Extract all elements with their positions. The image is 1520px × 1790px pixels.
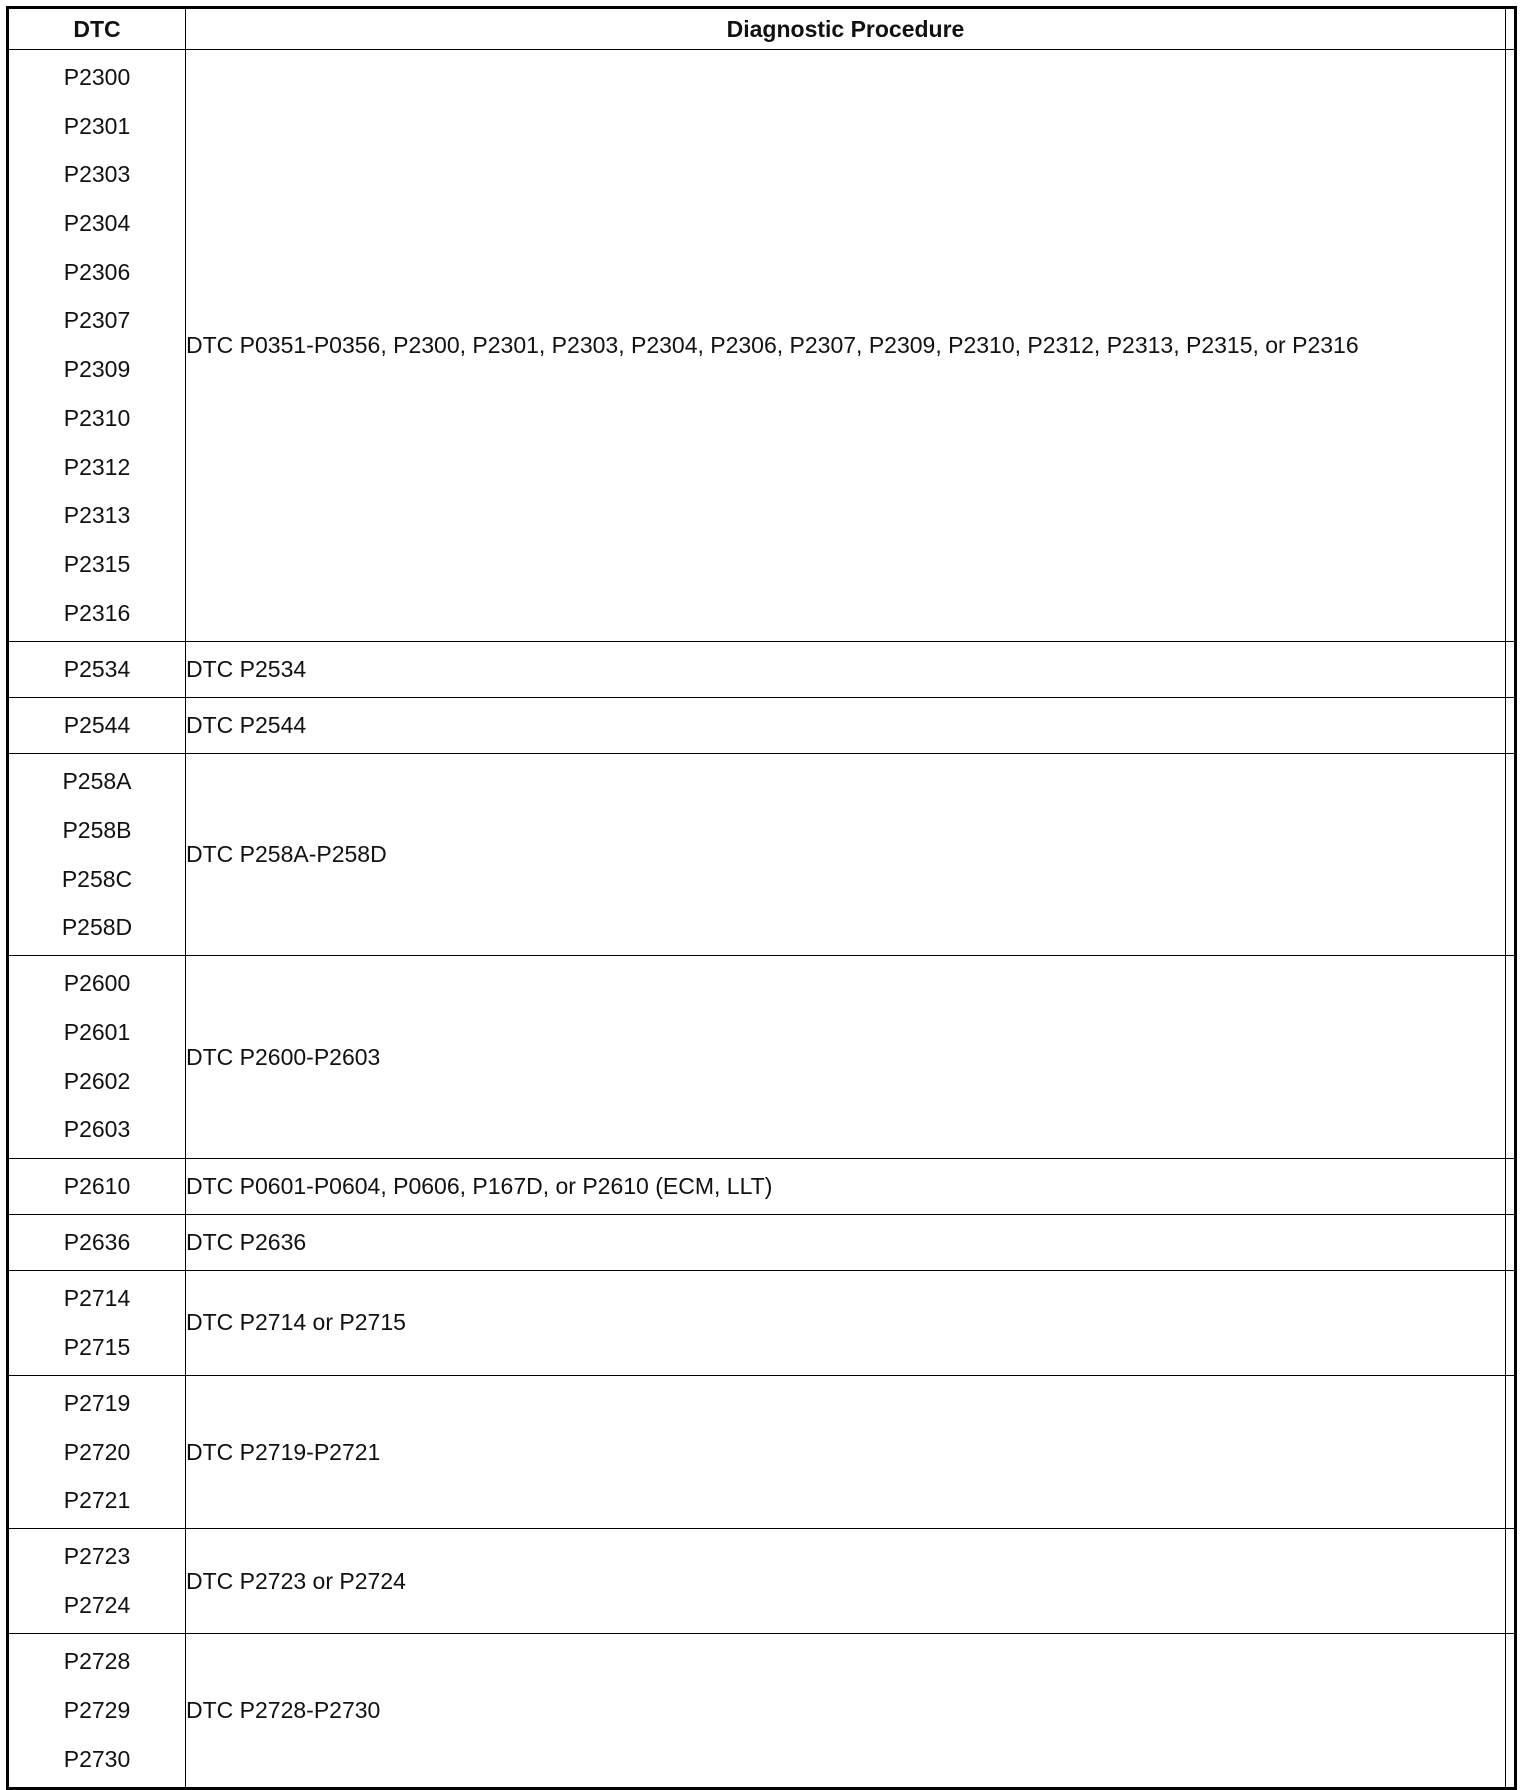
table-row [8,697,1516,753]
table-row [8,956,1516,1158]
dtc-code: P2310 [63,404,131,431]
dtc-code: P2723 [63,1543,131,1570]
table-row [8,1375,1516,1529]
table-edge-cell [1506,1634,1516,1789]
diagnostic-procedure-cell: DTC P2728-P2730 [186,1634,1506,1789]
dtc-codes-cell [8,1634,186,1789]
dtc-codes-cell [8,1375,186,1529]
dtc-codes-cell [8,50,186,642]
table-edge-cell [1506,956,1516,1158]
table-edge-cell [1506,1158,1516,1214]
dtc-code: P258C [61,865,133,892]
diagnostic-procedure-cell: DTC P2600-P2603 [186,956,1506,1158]
dtc-code: P2728 [63,1648,131,1675]
table-edge-cell [1506,697,1516,753]
dtc-code: P2316 [63,599,131,626]
procedure-column-header: Diagnostic Procedure [186,8,1506,50]
table-row [8,1158,1516,1214]
dtc-code: P258A [62,768,132,795]
dtc-code: P2534 [63,655,131,682]
table-edge-cell [1506,1375,1516,1529]
table-row [8,50,1516,642]
dtc-code: P2730 [63,1745,131,1772]
diagnostic-procedure-cell: DTC P2636 [186,1214,1506,1270]
table-edge-cell [1506,641,1516,697]
dtc-code: P2719 [63,1389,131,1416]
dtc-code: P2307 [63,307,131,334]
table-row [8,1271,1516,1376]
dtc-code: P2715 [63,1333,131,1360]
dtc-code: P2313 [63,502,131,529]
dtc-code: P2602 [63,1067,131,1094]
table-row [8,641,1516,697]
dtc-code: P2724 [63,1592,131,1619]
dtc-code: P2714 [63,1285,131,1311]
dtc-code: P2309 [63,356,131,383]
table-edge-cell [1506,50,1516,642]
dtc-code: P2544 [63,711,131,738]
table-header-row [8,8,1516,50]
dtc-codes-cell [8,754,186,956]
dtc-code: P2601 [63,1019,131,1046]
table-edge-cell [1506,1271,1516,1376]
diagnostic-procedure-cell: DTC P2544 [186,697,1506,753]
diagnostic-procedure-cell: DTC P0601-P0604, P0606, P167D, or P2610 (ECM, LLT) [186,1158,1506,1214]
dtc-code: P2610 [63,1172,131,1199]
edge-column-header [1506,8,1516,50]
table-row [8,754,1516,956]
diagnostic-procedure-cell: DTC P2534 [186,641,1506,697]
table-row [8,1634,1516,1789]
table-row [8,1214,1516,1270]
dtc-codes-cell [8,641,186,697]
table-edge-cell [1506,1529,1516,1634]
table-row [8,1529,1516,1634]
document-page [6,6,1514,1780]
diagnostic-procedure-cell: DTC P0351-P0356, P2300, P2301, P2303, P2304, P2306, P2307, P2309, P2310, P2312, P2313, P2315, or P2316 [186,50,1506,642]
dtc-code: P2312 [63,453,131,480]
dtc-codes-cell [8,1529,186,1634]
diagnostic-procedure-cell: DTC P2714 or P2715 [186,1271,1506,1376]
dtc-code: P2600 [63,970,131,997]
diagnostic-procedure-cell: DTC P2723 or P2724 [186,1529,1506,1634]
dtc-code: P258D [61,914,133,941]
dtc-codes-cell [8,1214,186,1270]
dtc-code: P258B [62,816,132,843]
dtc-code: P2720 [63,1438,131,1465]
dtc-code: P2721 [63,1487,131,1514]
dtc-code: P2315 [63,550,131,577]
dtc-code: P2303 [63,161,131,188]
diagnostic-procedure-cell: DTC P2719-P2721 [186,1375,1506,1529]
dtc-codes-cell [8,956,186,1158]
table-body [8,50,1516,1789]
dtc-code: P2306 [63,258,131,285]
dtc-codes-cell [8,1271,186,1376]
dtc-code: P2301 [63,112,131,139]
dtc-code: P2603 [63,1116,131,1143]
dtc-code: P2729 [63,1697,131,1723]
dtc-code: P2636 [63,1228,131,1255]
table-edge-cell [1506,1214,1516,1270]
dtc-codes-cell [8,697,186,753]
table-edge-cell [1506,754,1516,956]
dtc-codes-cell [8,1158,186,1214]
dtc-table [6,6,1517,1790]
dtc-column-header: DTC [8,8,186,50]
dtc-code: P2300 [63,64,131,90]
diagnostic-procedure-cell: DTC P258A-P258D [186,754,1506,956]
dtc-code: P2304 [63,210,131,237]
